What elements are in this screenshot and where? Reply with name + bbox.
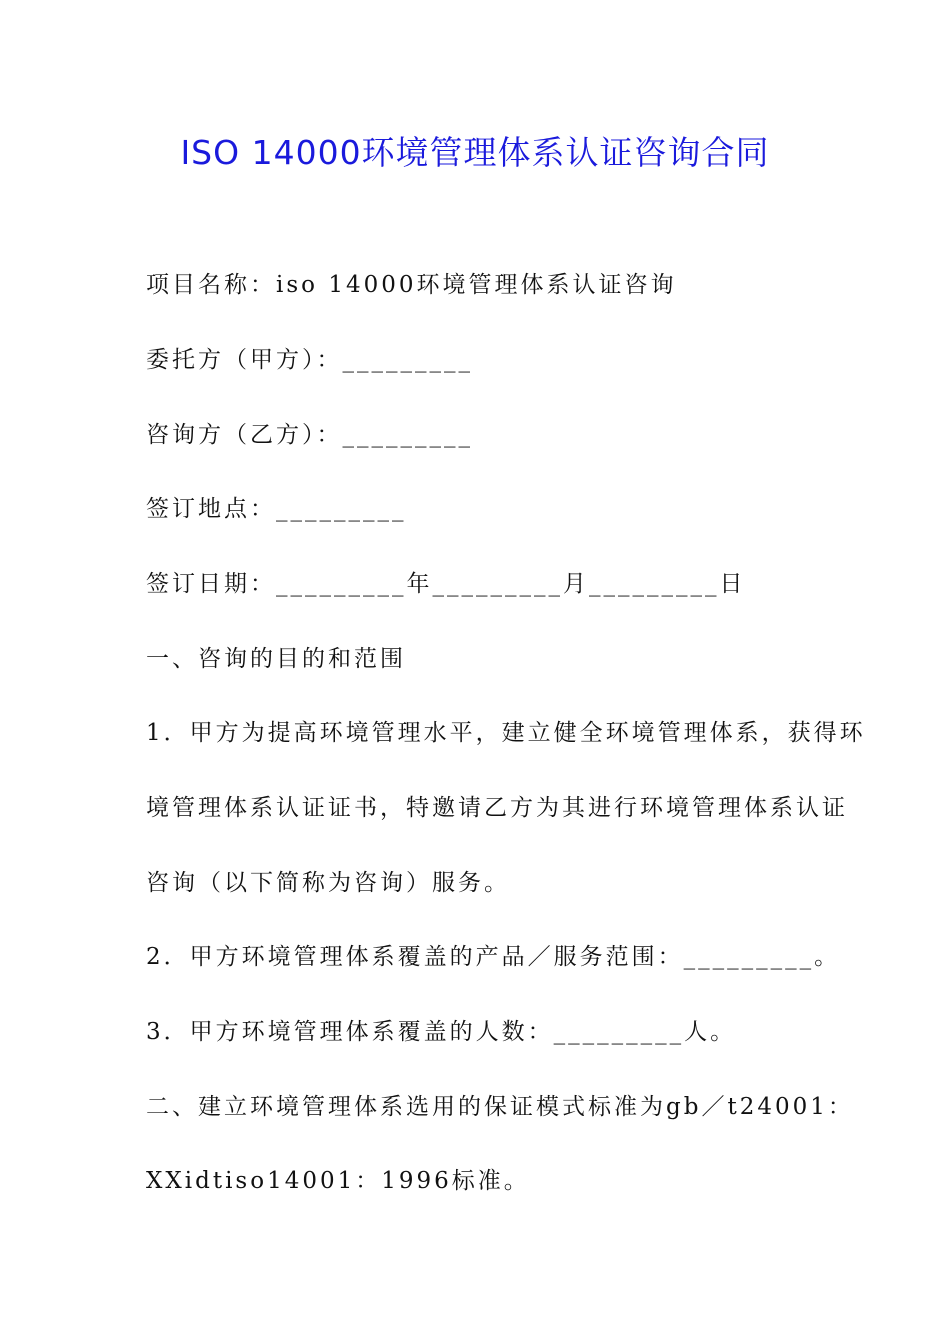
project-name-line: 项目名称：iso 14000环境管理体系认证咨询	[146, 272, 677, 298]
signing-date-line: 签订日期：_________年_________月_________日	[146, 571, 746, 597]
clause-3-line: 3．甲方环境管理体系覆盖的人数：_________人。	[146, 1019, 737, 1045]
section-1-heading: 一、咨询的目的和范围	[146, 646, 406, 672]
clause-1-line-2: 境管理体系认证证书，特邀请乙方为其进行环境管理体系认证	[146, 795, 848, 821]
document-title: ISO 14000环境管理体系认证咨询合同	[180, 133, 770, 172]
clause-2-line: 2．甲方环境管理体系覆盖的产品／服务范围：_________。	[146, 944, 841, 970]
clause-1-line-1: 1．甲方为提高环境管理水平，建立健全环境管理体系，获得环	[146, 720, 866, 746]
party-b-line: 咨询方（乙方）：_________	[146, 422, 473, 448]
clause-1-line-3: 咨询（以下简称为咨询）服务。	[146, 870, 510, 896]
section-2-line-2: XXidtiso14001：1996标准。	[146, 1168, 530, 1194]
party-a-line: 委托方（甲方）：_________	[146, 347, 473, 373]
signing-place-line: 签订地点：_________	[146, 496, 407, 522]
section-2-line-1: 二、建立环境管理体系选用的保证模式标准为gb／t24001：	[146, 1094, 854, 1120]
